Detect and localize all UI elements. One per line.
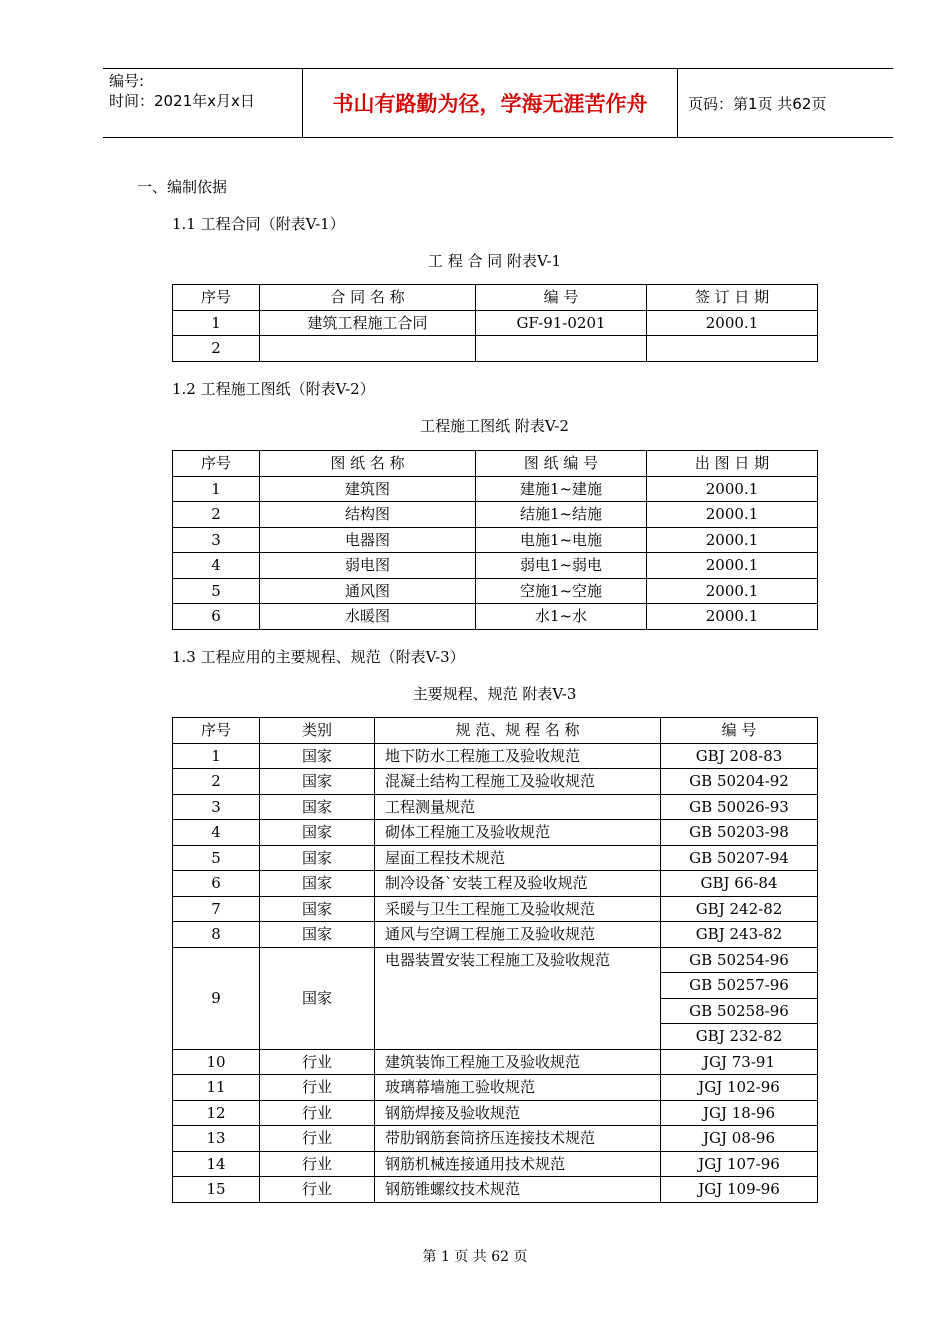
table-cell: 国家	[260, 896, 375, 922]
table-cell: GB 50207-94	[661, 845, 818, 871]
table-cell: 玻璃幕墙施工验收规范	[375, 1075, 661, 1101]
table-cell: 国家	[260, 743, 375, 769]
standards-table	[172, 717, 818, 1203]
column-header: 图 纸 编 号	[476, 451, 647, 477]
column-header: 签 订 日 期	[647, 285, 818, 311]
table-cell: 2000.1	[647, 310, 818, 336]
table-cell: 行业	[260, 1075, 375, 1101]
table-cell: 3	[173, 527, 260, 553]
table-cell: 弱电1~弱电	[476, 553, 647, 579]
table-cell	[647, 336, 818, 362]
table-cell: JGJ 102-96	[661, 1075, 818, 1101]
table-cell: GBJ 243-82	[661, 922, 818, 948]
table-row	[173, 527, 818, 553]
table-cell: 国家	[260, 820, 375, 846]
table-cell: 采暖与卫生工程施工及验收规范	[375, 896, 661, 922]
section-title: 一、编制依据	[137, 178, 228, 196]
subsection-3-heading: 1.3 工程应用的主要规程、规范（附表V-3）	[172, 648, 465, 666]
header-motto: 书山有路勤为径，学海无涯苦作舟	[303, 69, 678, 137]
table-cell: GB 50254-96	[661, 947, 818, 973]
table-cell: GF-91-0201	[476, 310, 647, 336]
table-cell: GB 50204-92	[661, 769, 818, 795]
table-cell: 5	[173, 578, 260, 604]
table-cell: 14	[173, 1151, 260, 1177]
table-cell: 通风图	[260, 578, 476, 604]
table-cell: 通风与空调工程施工及验收规范	[375, 922, 661, 948]
table-cell: 6	[173, 871, 260, 897]
table-cell: 1	[173, 310, 260, 336]
table-cell: 建施1~建施	[476, 476, 647, 502]
column-header: 序号	[173, 285, 260, 311]
table-cell: 2000.1	[647, 502, 818, 528]
table-1-caption: 工 程 合 同 附表V-1	[427, 252, 562, 270]
table-row	[173, 896, 818, 922]
drawings-table	[172, 450, 818, 630]
table-cell: 结施1~结施	[476, 502, 647, 528]
table-cell: 7	[173, 896, 260, 922]
table-cell: JGJ 18-96	[661, 1100, 818, 1126]
table-cell: 2	[173, 502, 260, 528]
table-row	[173, 1177, 818, 1203]
subsection-2-heading: 1.2 工程施工图纸（附表V-2）	[172, 380, 375, 398]
table-cell: 混凝土结构工程施工及验收规范	[375, 769, 661, 795]
table-row	[173, 871, 818, 897]
table-cell: 2000.1	[647, 604, 818, 630]
table-cell: 2000.1	[647, 527, 818, 553]
table-cell: 国家	[260, 769, 375, 795]
table-cell: 地下防水工程施工及验收规范	[375, 743, 661, 769]
table-header-row	[173, 718, 818, 744]
table-cell: 2	[173, 769, 260, 795]
table-cell: 水1~水	[476, 604, 647, 630]
table-row	[173, 947, 818, 973]
table-cell: 4	[173, 820, 260, 846]
table-row	[173, 820, 818, 846]
table-cell: 电器图	[260, 527, 476, 553]
table-cell: 行业	[260, 1151, 375, 1177]
page-footer: 第 1 页 共 62 页	[422, 1249, 528, 1265]
table-cell: GB 50203-98	[661, 820, 818, 846]
table-cell: 2000.1	[647, 553, 818, 579]
column-header: 合 同 名 称	[260, 285, 476, 311]
table-cell: JGJ 08-96	[661, 1126, 818, 1152]
table-cell: 砌体工程施工及验收规范	[375, 820, 661, 846]
table-row	[173, 769, 818, 795]
table-cell: 行业	[260, 1126, 375, 1152]
table-cell: JGJ 73-91	[661, 1049, 818, 1075]
table-cell: 2	[173, 336, 260, 362]
column-header: 图 纸 名 称	[260, 451, 476, 477]
table-cell: 1	[173, 476, 260, 502]
table-cell: 行业	[260, 1049, 375, 1075]
table-cell: GB 50258-96	[661, 998, 818, 1024]
table-cell: 建筑工程施工合同	[260, 310, 476, 336]
table-row	[173, 845, 818, 871]
contract-table	[172, 284, 818, 362]
table-row	[173, 578, 818, 604]
subsection-1-heading: 1.1 工程合同（附表V-1）	[172, 215, 345, 233]
table-3-caption: 主要规程、规范 附表V-3	[412, 685, 577, 703]
table-cell: JGJ 107-96	[661, 1151, 818, 1177]
table-row	[173, 1075, 818, 1101]
table-cell: 弱电图	[260, 553, 476, 579]
table-row	[173, 502, 818, 528]
table-cell: 4	[173, 553, 260, 579]
header-page-info: 页码：第1页 共62页	[688, 94, 827, 113]
table-cell: 1	[173, 743, 260, 769]
time-label: 时间：2021年x月x日	[109, 92, 255, 110]
table-row	[173, 1151, 818, 1177]
table-cell: 制冷设备`安装工程及验收规范	[375, 871, 661, 897]
table-cell: GB 50257-96	[661, 973, 818, 999]
table-cell: 2000.1	[647, 578, 818, 604]
table-cell: GB 50026-93	[661, 794, 818, 820]
table-cell: 8	[173, 922, 260, 948]
table-row	[173, 922, 818, 948]
column-header: 类别	[260, 718, 375, 744]
column-header: 规 范、规 程 名 称	[375, 718, 661, 744]
table-cell: 建筑图	[260, 476, 476, 502]
table-cell: JGJ 109-96	[661, 1177, 818, 1203]
column-header: 出 图 日 期	[647, 451, 818, 477]
table-row	[173, 553, 818, 579]
column-header: 编 号	[476, 285, 647, 311]
table-cell: GBJ 242-82	[661, 896, 818, 922]
header-meta	[103, 69, 303, 137]
table-cell	[476, 336, 647, 362]
table-cell: 国家	[260, 845, 375, 871]
table-cell: GBJ 232-82	[661, 1024, 818, 1050]
table-cell: 结构图	[260, 502, 476, 528]
table-cell: 工程测量规范	[375, 794, 661, 820]
number-label: 编号:	[109, 72, 145, 90]
table-cell: GBJ 208-83	[661, 743, 818, 769]
table-cell: 15	[173, 1177, 260, 1203]
table-cell: 国家	[260, 922, 375, 948]
table-cell	[260, 336, 476, 362]
table-cell: 电施1~电施	[476, 527, 647, 553]
table-cell: 行业	[260, 1100, 375, 1126]
table-cell: 9	[173, 947, 260, 1049]
table-cell: 国家	[260, 871, 375, 897]
table-cell: 5	[173, 845, 260, 871]
table-cell: 钢筋锥螺纹技术规范	[375, 1177, 661, 1203]
table-row	[173, 1126, 818, 1152]
table-cell: 建筑装饰工程施工及验收规范	[375, 1049, 661, 1075]
table-header-row	[173, 285, 818, 311]
table-cell: 11	[173, 1075, 260, 1101]
table-row	[173, 476, 818, 502]
table-cell: 13	[173, 1126, 260, 1152]
table-cell: 钢筋焊接及验收规范	[375, 1100, 661, 1126]
table-cell: GBJ 66-84	[661, 871, 818, 897]
table-row	[173, 1100, 818, 1126]
table-row	[173, 336, 818, 362]
column-header: 序号	[173, 718, 260, 744]
table-2-caption: 工程施工图纸 附表V-2	[420, 417, 569, 435]
table-cell: 带肋钢筋套筒挤压连接技术规范	[375, 1126, 661, 1152]
table-row	[173, 604, 818, 630]
table-cell: 水暖图	[260, 604, 476, 630]
table-row	[173, 743, 818, 769]
table-cell: 行业	[260, 1177, 375, 1203]
column-header: 序号	[173, 451, 260, 477]
column-header: 编 号	[661, 718, 818, 744]
page-header	[103, 68, 893, 138]
table-cell: 10	[173, 1049, 260, 1075]
table-header-row	[173, 451, 818, 477]
table-cell: 钢筋机械连接通用技术规范	[375, 1151, 661, 1177]
table-row	[173, 1049, 818, 1075]
table-cell: 6	[173, 604, 260, 630]
table-cell: 12	[173, 1100, 260, 1126]
table-cell: 国家	[260, 947, 375, 1049]
table-row	[173, 310, 818, 336]
table-row	[173, 794, 818, 820]
table-cell: 国家	[260, 794, 375, 820]
table-cell: 3	[173, 794, 260, 820]
table-cell: 2000.1	[647, 476, 818, 502]
table-cell: 屋面工程技术规范	[375, 845, 661, 871]
table-cell: 电器装置安装工程施工及验收规范	[375, 947, 661, 1049]
table-cell: 空施1~空施	[476, 578, 647, 604]
